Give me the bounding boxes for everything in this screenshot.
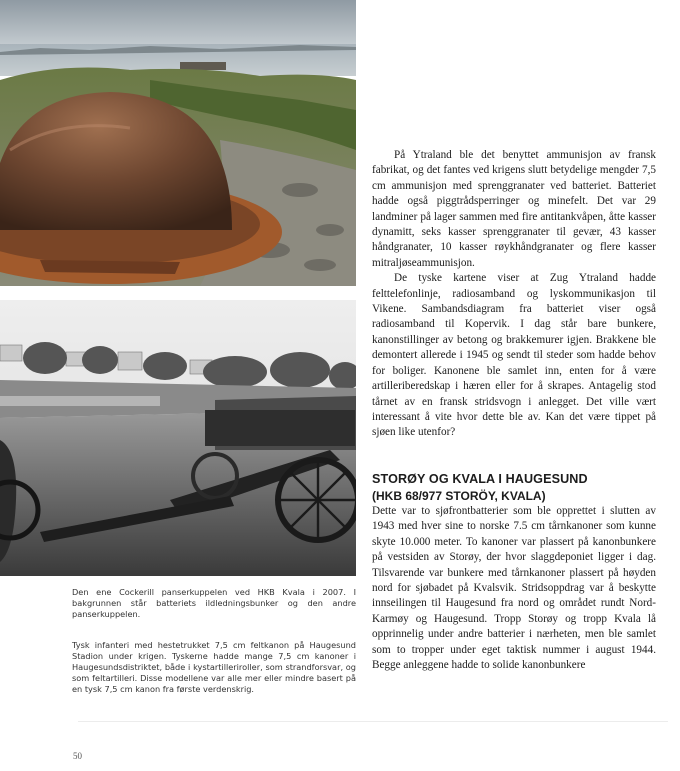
section-subheading: (HKB 68/977 STORÖY, KVALA): [372, 489, 546, 503]
footer-rule: [78, 721, 668, 722]
photo-caption-cupola: Den ene Cockerill panserkuppelen ved HKB Kvala i 2007. I bakgrunnen står batteriets ildledningsbunker og den andre panserkuppelen.: [72, 587, 356, 619]
section-paragraph: Dette var to sjøfrontbatterier som ble opprettet i slutten av 1943 med hver sine to norske 7.5 cm tårnkanoner som kunne skyte 10.000 meter. To kanoner var plassert på kanonbunkere på vestsiden av Storøy, der hvor slaggdeponiet ligger i dag. Tilsvarende var bunkere med tårnkanoner plassert på høyden nord for sjøbadet på Kvalsvik. Stridsoppdrag var å beskytte innseilingen til Haugesund fra nord og området rundt Nord-Karmøy og Haugesund. Tropp Storøy og tropp Kvala lå opprinnelig under andre batterier i nærheten, men ble samlet som to tropper under eget taktisk nummer i august 1944. Begge anleggene hadde to solide kanonbunkere: [372, 505, 656, 672]
page-number: 50: [73, 751, 82, 761]
article-column-top: [372, 148, 656, 441]
article-paragraph-2: De tyske kartene viser at Zug Ytraland hadde felttelefonlinje, radiosamband og lyskommunikasjon til Vikene. Sambandsdiagram fra batteriet viser også radiosamband til Kopervik. I dag står bare bunkere, kanonstillinger av betong og brakkemurer igjen. Brakkene ble demontert allerede i 1945 og sendt til steder som hadde behov for boliger. Kanonene ble samlet inn, enten for å være artilleriberedskap i hæren eller for å skrapes. Antagelig stod tårnet av en fransk stridsvogn i anlegget. Det ville vært interessant å vite hvor dette ble av. Kan det være tippet på sjøen like utenfor?: [372, 272, 656, 439]
article-column-bottom: [372, 471, 656, 673]
cupola-photo: [0, 0, 356, 286]
section-heading: STORØY OG KVALA I HAUGESUND: [372, 472, 588, 486]
cupola-photo-image: [0, 0, 356, 286]
field-cannon-photo: [0, 300, 356, 576]
field-cannon-photo-image: [0, 300, 356, 576]
article-paragraph-1: På Ytraland ble det benyttet ammunisjon av fransk fabrikat, og det fantes ved krigens slutt betydelige mengder 7,5 cm ammunisjon med sprenggranater ved batteriet. Batteriet hadde også piggtrådsperringer og minefelt. Det var 29 landminer på lager sammen med fire antitankvåpen, åtte kasser dynamitt, seks kasser sprenggranater til gevær, 43 kasser håndgranater, 10 kasser røykhåndgranater og flere kasser mitraljøseammunisjon.: [372, 149, 656, 269]
photo-caption-field-cannon: Tysk infanteri med hestetrukket 7,5 cm feltkanon på Haugesund Stadion under krigen. Tyskerne hadde mange 7,5 cm kanoner i Haugesundsdistriktet, både i kystartilleriroller, som strandforsvar, og som feltartilleri. Disse modellene var alle mer eller mindre basert på en tysk 7,5 cm kanon fra første verdenskrig.: [72, 640, 356, 694]
